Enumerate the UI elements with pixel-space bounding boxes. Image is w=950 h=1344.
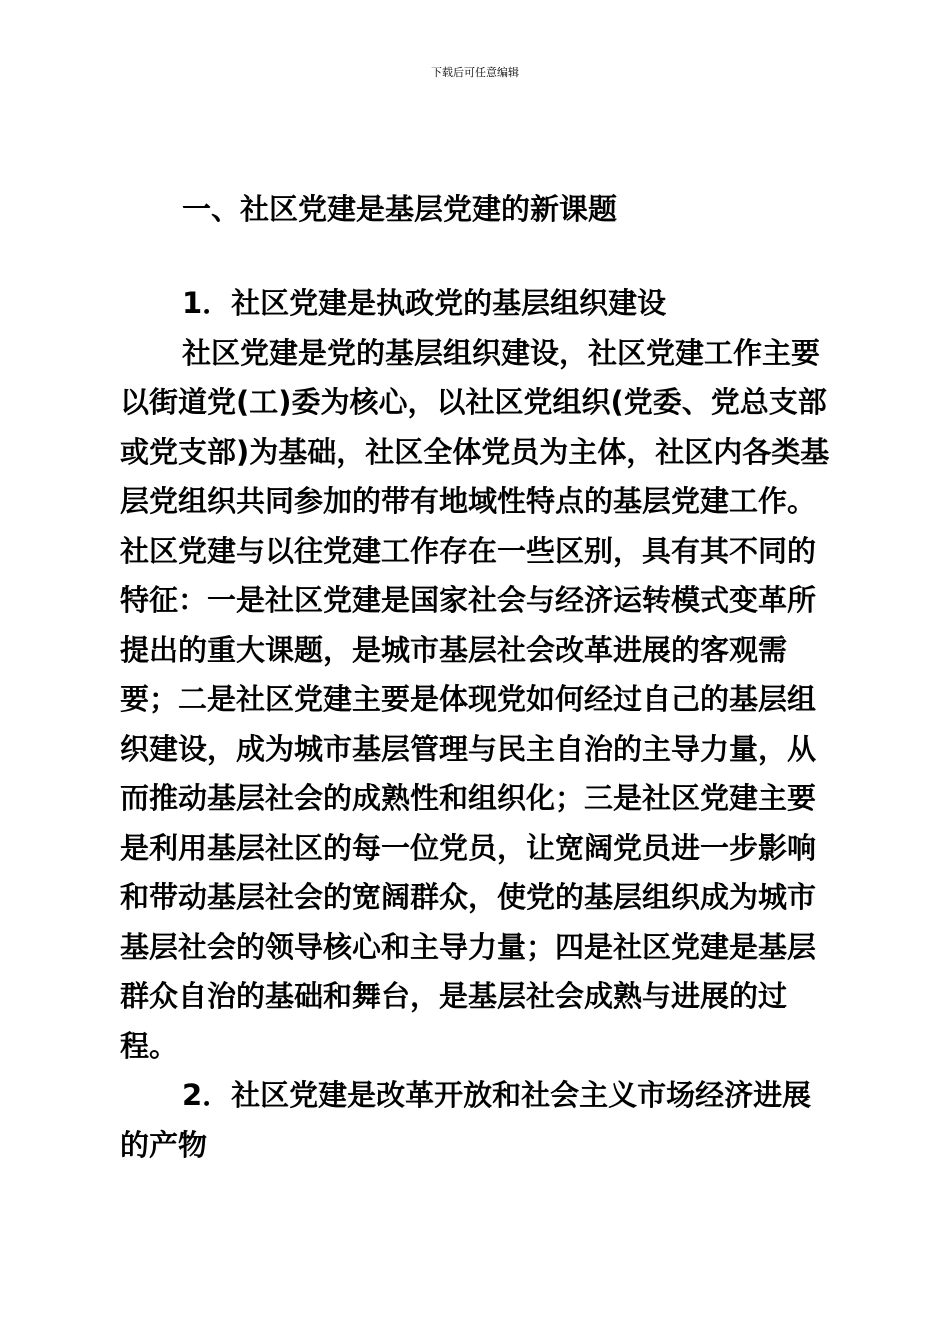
- paragraph-1: [120, 329, 910, 1072]
- paragraph-line: 提出的重大课题，是城市基层社会改革进展的客观需: [120, 632, 788, 667]
- subsection-2-heading: [120, 1071, 910, 1170]
- header-text: 下载后可任意编辑: [431, 66, 519, 79]
- paragraph-line: 层党组织共同参加的带有地域性特点的基层党建工作。: [120, 484, 817, 518]
- paragraph-line: 社区党建与以往党建工作存在一些区别，具有其不同的: [120, 533, 817, 568]
- paragraph-line: 程。: [120, 1028, 179, 1063]
- page-header: [0, 66, 950, 80]
- paragraph-line: 织建设，成为城市基层管理与民主自治的主导力量，从: [120, 731, 817, 766]
- section-spacer: [120, 236, 910, 279]
- section-title: 一、社区党建是基层党建的新课题: [182, 192, 618, 226]
- paragraph-line: 社区党建是党的基层组织建设，社区党建工作主要: [182, 335, 821, 370]
- paragraph-line: 以街道党(工)委为核心，以社区党组织(党委、党总支部: [120, 385, 827, 419]
- paragraph-line: 特征：一是社区党建是国家社会与经济运转模式变革所: [120, 583, 817, 617]
- paragraph-line: 基层社会的领导核心和主导力量；四是社区党建是基层: [120, 929, 817, 964]
- paragraph-line: 是利用基层社区的每一位党员，让宽阔党员进一步影响: [120, 830, 817, 865]
- paragraph-line: 或党支部)为基础，社区全体党员为主体，社区内各类基: [120, 434, 830, 469]
- heading-line: 的产物: [120, 1127, 208, 1162]
- paragraph-line: 而推动基层社会的成熟性和组织化；三是社区党建主要: [120, 781, 817, 815]
- paragraph-line: 要；二是社区党建主要是体现党如何经过自己的基层组: [120, 682, 817, 716]
- paragraph-line: 和带动基层社会的宽阔群众，使党的基层组织成为城市: [120, 880, 817, 914]
- paragraph-line: 群众自治的基础和舞台，是基层社会成熟与进展的过: [120, 979, 788, 1013]
- heading-line: 2．社区党建是改革开放和社会主义市场经济进展: [182, 1078, 812, 1112]
- subsection-1-heading: 1．社区党建是执政党的基层组织建设: [182, 286, 667, 320]
- document-body: [120, 182, 910, 1170]
